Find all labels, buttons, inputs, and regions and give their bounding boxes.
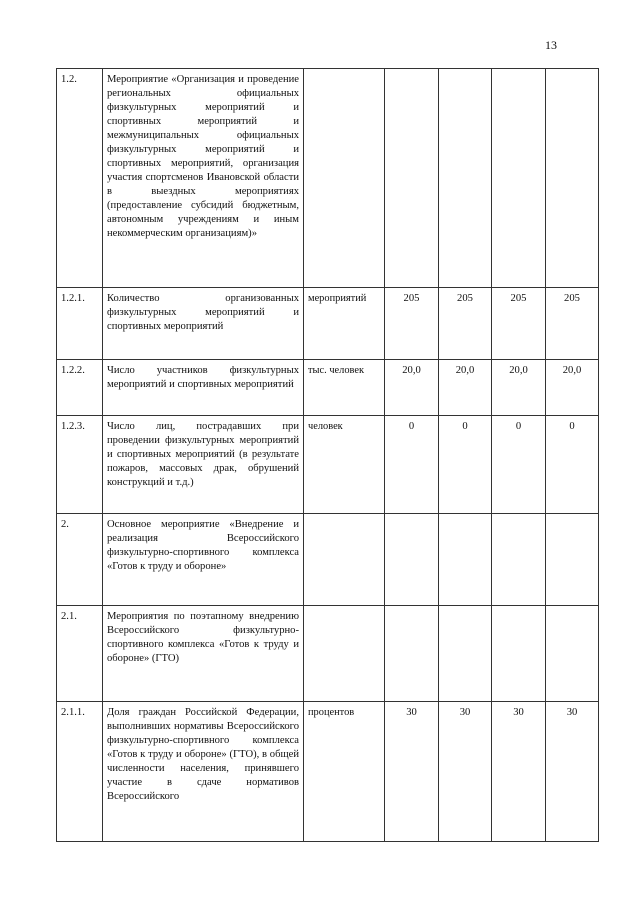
row-value-1 xyxy=(385,69,439,288)
table-row xyxy=(57,69,599,288)
row-value-4: 30 xyxy=(546,702,599,842)
row-unit: процентов xyxy=(304,702,385,842)
row-value-3 xyxy=(492,514,546,606)
row-unit xyxy=(304,69,385,288)
row-value-1: 20,0 xyxy=(385,360,439,416)
row-unit xyxy=(304,606,385,702)
row-number: 2.1.1. xyxy=(57,702,103,842)
row-value-3 xyxy=(492,606,546,702)
row-unit: тыс. человек xyxy=(304,360,385,416)
row-unit: мероприятий xyxy=(304,288,385,360)
row-description: Число участников физкультурных мероприятий и спортивных мероприятий xyxy=(103,360,304,416)
row-value-1: 205 xyxy=(385,288,439,360)
table-row xyxy=(57,514,599,606)
row-value-3: 20,0 xyxy=(492,360,546,416)
row-value-2: 0 xyxy=(439,416,492,514)
row-value-2: 205 xyxy=(439,288,492,360)
row-value-4 xyxy=(546,606,599,702)
table-row xyxy=(57,416,599,514)
row-description: Доля граждан Российской Федерации, выполнивших нормативы Всероссийского физкультурно-спортивного комплекса «Готов к труду и обороне» (ГТО), в общей численности населения, принявшего участие в сдаче нормативов Всероссийского xyxy=(103,702,304,842)
indicators-table xyxy=(56,68,599,842)
row-value-1 xyxy=(385,514,439,606)
table-row xyxy=(57,360,599,416)
page-number: 13 xyxy=(545,38,557,52)
row-description: Основное мероприятие «Внедрение и реализация Всероссийского физкультурно-спортивного комплекса «Готов к труду и обороне» xyxy=(103,514,304,606)
row-unit xyxy=(304,514,385,606)
row-value-4: 0 xyxy=(546,416,599,514)
table-row xyxy=(57,288,599,360)
row-value-4: 205 xyxy=(546,288,599,360)
row-number: 1.2. xyxy=(57,69,103,288)
row-unit: человек xyxy=(304,416,385,514)
row-value-1: 0 xyxy=(385,416,439,514)
row-value-1 xyxy=(385,606,439,702)
row-value-2: 20,0 xyxy=(439,360,492,416)
row-description: Мероприятие «Организация и проведение региональных официальных физкультурных мероприятий и спортивных мероприятий и межмуниципальных официальных физкультурных мероприятий и спортивных мероприятий, организация участия спортсменов Ивановской области в выездных мероприятиях (предоставление субсидий бюджетным, автономным учреждениям и иным некоммерческим организациям)» xyxy=(103,69,304,288)
row-value-2 xyxy=(439,514,492,606)
row-value-2 xyxy=(439,69,492,288)
table-row xyxy=(57,606,599,702)
row-value-3: 30 xyxy=(492,702,546,842)
row-value-4 xyxy=(546,514,599,606)
row-number: 1.2.3. xyxy=(57,416,103,514)
row-description: Количество организованных физкультурных мероприятий и спортивных мероприятий xyxy=(103,288,304,360)
row-value-2 xyxy=(439,606,492,702)
row-value-3 xyxy=(492,69,546,288)
row-number: 1.2.2. xyxy=(57,360,103,416)
row-number: 1.2.1. xyxy=(57,288,103,360)
row-number: 2. xyxy=(57,514,103,606)
row-value-2: 30 xyxy=(439,702,492,842)
table-row xyxy=(57,702,599,842)
row-value-1: 30 xyxy=(385,702,439,842)
row-value-3: 0 xyxy=(492,416,546,514)
row-description: Число лиц, пострадавших при проведении физкультурных мероприятий и спортивных мероприятий (в результате пожаров, массовых драк, обрушений конструкций и т.д.) xyxy=(103,416,304,514)
row-value-4 xyxy=(546,69,599,288)
row-description: Мероприятия по поэтапному внедрению Всероссийского физкультурно-спортивного комплекса «Готов к труду и обороне» (ГТО) xyxy=(103,606,304,702)
row-value-4: 20,0 xyxy=(546,360,599,416)
row-value-3: 205 xyxy=(492,288,546,360)
row-number: 2.1. xyxy=(57,606,103,702)
